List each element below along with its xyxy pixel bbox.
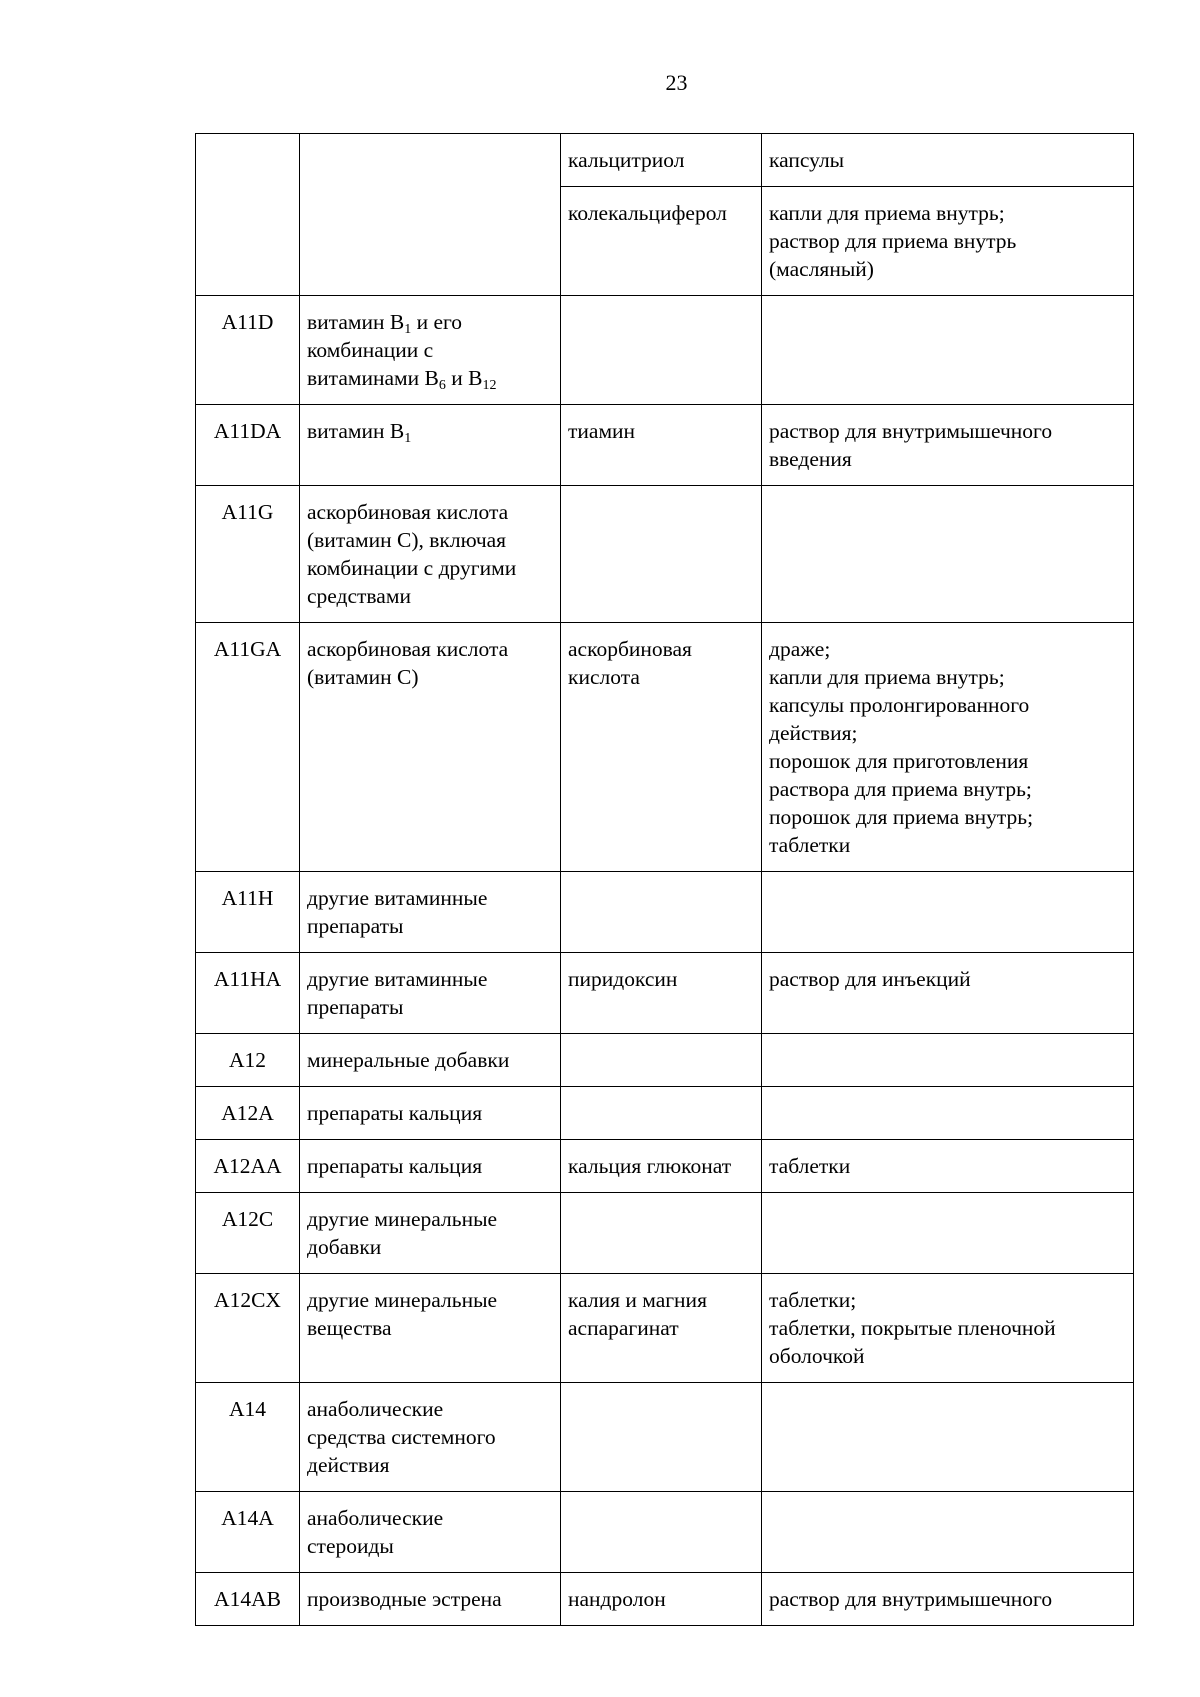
dosage-form: капли для приема внутрь; <box>769 665 1005 689</box>
drug-name: колекальциферол <box>568 201 727 225</box>
group-name-line: (витамин C) <box>307 665 419 689</box>
dosage-form: раствора для приема внутрь; <box>769 777 1032 801</box>
forms-cell <box>762 405 1134 486</box>
drug-name: аспарагинат <box>568 1316 679 1340</box>
subscript: 12 <box>482 378 497 393</box>
drug-cell <box>561 296 762 405</box>
table-row <box>196 1087 1134 1140</box>
atc-code: A11D <box>221 310 274 334</box>
atc-code: A11GA <box>213 637 282 661</box>
table-row <box>196 872 1134 953</box>
dosage-form: раствор для инъекций <box>769 967 971 991</box>
dosage-form: введения <box>769 447 852 471</box>
atc-code-cell <box>196 296 300 405</box>
drug-name: кислота <box>568 665 640 689</box>
group-name-line: комбинации с <box>307 338 434 362</box>
forms-cell <box>762 1087 1134 1140</box>
dosage-form: капли для приема внутрь; <box>769 201 1005 225</box>
group-cell <box>300 296 561 405</box>
group-name-line <box>307 308 553 336</box>
group-name-line: препараты кальция <box>307 1154 483 1178</box>
atc-code: A14AB <box>214 1587 281 1611</box>
table-row <box>196 623 1134 872</box>
medication-table <box>195 133 1134 1626</box>
drug-name: тиамин <box>568 419 636 443</box>
forms-cell <box>762 1193 1134 1274</box>
atc-code-cell <box>196 623 300 872</box>
drug-cell <box>561 134 762 187</box>
dosage-form: таблетки <box>769 1154 851 1178</box>
forms-cell <box>762 623 1134 872</box>
group-cell <box>300 953 561 1034</box>
group-cell <box>300 1492 561 1573</box>
drug-name: калия и магния <box>568 1288 707 1312</box>
group-cell <box>300 1087 561 1140</box>
group-name-line: препараты кальция <box>307 1101 483 1125</box>
atc-code: A11DA <box>213 419 282 443</box>
atc-code: A14A <box>221 1506 274 1530</box>
forms-cell <box>762 1274 1134 1383</box>
group-name-line: вещества <box>307 1316 392 1340</box>
group-text: витамин B <box>307 310 405 334</box>
group-name-line: действия <box>307 1453 390 1477</box>
atc-code-cell <box>196 134 300 296</box>
group-name-line: стероиды <box>307 1534 394 1558</box>
drug-cell <box>561 1140 762 1193</box>
dosage-form: драже; <box>769 637 831 661</box>
group-cell <box>300 405 561 486</box>
table-row <box>196 486 1134 623</box>
dosage-form: раствор для приема внутрь <box>769 229 1017 253</box>
group-cell <box>300 1573 561 1626</box>
table-row <box>196 1492 1134 1573</box>
group-cell <box>300 486 561 623</box>
group-text: и его <box>411 310 463 334</box>
group-text: витамин B <box>307 419 405 443</box>
forms-cell <box>762 1383 1134 1492</box>
group-name-line: другие минеральные <box>307 1207 498 1231</box>
group-name-line: (витамин C), включая <box>307 528 507 552</box>
table-row <box>196 1034 1134 1087</box>
forms-cell <box>762 296 1134 405</box>
forms-cell <box>762 1034 1134 1087</box>
drug-cell <box>561 1492 762 1573</box>
group-text: витаминами B <box>307 366 439 390</box>
group-cell <box>300 1383 561 1492</box>
drug-cell <box>561 405 762 486</box>
drug-name: аскорбиновая <box>568 637 692 661</box>
dosage-form: капсулы пролонгированного <box>769 693 1030 717</box>
dosage-form: (масляный) <box>769 257 874 281</box>
dosage-form: порошок для приема внутрь; <box>769 805 1034 829</box>
drug-cell <box>561 623 762 872</box>
drug-name: пиридоксин <box>568 967 678 991</box>
atc-code: A12 <box>228 1048 267 1072</box>
group-cell <box>300 134 561 296</box>
dosage-form: таблетки; <box>769 1288 857 1312</box>
table-row <box>196 134 1134 187</box>
group-name-line: средства системного <box>307 1425 496 1449</box>
atc-code: A12CX <box>214 1288 281 1312</box>
atc-code: A12AA <box>213 1154 282 1178</box>
atc-code-cell <box>196 1274 300 1383</box>
atc-code-cell <box>196 1034 300 1087</box>
drug-name: нандролон <box>568 1587 666 1611</box>
group-name-line: средствами <box>307 584 411 608</box>
group-name-line: другие витаминные <box>307 967 488 991</box>
group-name-line: препараты <box>307 914 404 938</box>
dosage-form: порошок для приготовления <box>769 749 1029 773</box>
group-name-line: комбинации с другими <box>307 556 517 580</box>
drug-name: кальцитриол <box>568 148 685 172</box>
group-name-line: минеральные добавки <box>307 1048 510 1072</box>
drug-cell <box>561 1034 762 1087</box>
table-row <box>196 1383 1134 1492</box>
dosage-form: раствор для внутримышечного <box>769 419 1053 443</box>
atc-code-cell <box>196 1573 300 1626</box>
forms-cell <box>762 872 1134 953</box>
atc-code-cell <box>196 1193 300 1274</box>
atc-code-cell <box>196 1383 300 1492</box>
group-name-line: анаболические <box>307 1397 444 1421</box>
atc-code: A11HA <box>213 967 282 991</box>
table-row <box>196 1274 1134 1383</box>
drug-name: кальция глюконат <box>568 1154 732 1178</box>
drug-cell <box>561 1087 762 1140</box>
drug-cell <box>561 1383 762 1492</box>
dosage-form: оболочкой <box>769 1344 865 1368</box>
group-name-line: производные эстрена <box>307 1587 502 1611</box>
group-name-line: анаболические <box>307 1506 444 1530</box>
forms-cell <box>762 486 1134 623</box>
page-number: 23 <box>665 70 688 95</box>
atc-code-cell <box>196 1140 300 1193</box>
group-cell <box>300 1034 561 1087</box>
atc-code: A14 <box>228 1397 267 1421</box>
atc-code-cell <box>196 486 300 623</box>
subscript: 6 <box>438 378 446 393</box>
dosage-form: таблетки <box>769 833 851 857</box>
drug-cell <box>561 1274 762 1383</box>
group-name-line: препараты <box>307 995 404 1019</box>
subscript: 1 <box>404 322 412 337</box>
drug-cell <box>561 1573 762 1626</box>
group-cell <box>300 623 561 872</box>
group-name-line: другие минеральные <box>307 1288 498 1312</box>
dosage-form: таблетки, покрытые пленочной <box>769 1316 1056 1340</box>
dosage-form: раствор для внутримышечного <box>769 1587 1053 1611</box>
group-name-line: аскорбиновая кислота <box>307 637 509 661</box>
group-name-line: добавки <box>307 1235 382 1259</box>
group-cell <box>300 1274 561 1383</box>
group-name-line: аскорбиновая кислота <box>307 500 509 524</box>
atc-code-cell <box>196 1492 300 1573</box>
drug-cell <box>561 872 762 953</box>
atc-code-cell <box>196 953 300 1034</box>
group-name-line <box>307 417 553 445</box>
table-row <box>196 296 1134 405</box>
table-row <box>196 953 1134 1034</box>
drug-cell <box>561 953 762 1034</box>
atc-code: A12C <box>221 1207 274 1231</box>
forms-cell <box>762 134 1134 187</box>
forms-cell <box>762 1492 1134 1573</box>
table-row <box>196 405 1134 486</box>
drug-cell <box>561 1193 762 1274</box>
forms-cell <box>762 1140 1134 1193</box>
group-cell <box>300 872 561 953</box>
dosage-form: капсулы <box>769 148 845 172</box>
group-name-line: другие витаминные <box>307 886 488 910</box>
atc-code-cell <box>196 1087 300 1140</box>
group-cell <box>300 1140 561 1193</box>
group-cell <box>300 1193 561 1274</box>
table-row <box>196 1573 1134 1626</box>
drug-cell <box>561 187 762 296</box>
atc-code: A11H <box>221 886 274 910</box>
group-name-line <box>307 364 553 392</box>
forms-cell <box>762 1573 1134 1626</box>
atc-code-cell <box>196 405 300 486</box>
atc-code: A12A <box>221 1101 274 1125</box>
atc-code: A11G <box>221 500 274 524</box>
table-row <box>196 1140 1134 1193</box>
dosage-form: действия; <box>769 721 858 745</box>
table-row <box>196 1193 1134 1274</box>
atc-code-cell <box>196 872 300 953</box>
subscript: 1 <box>404 431 412 446</box>
group-text: и B <box>445 366 483 390</box>
forms-cell <box>762 187 1134 296</box>
drug-cell <box>561 486 762 623</box>
forms-cell <box>762 953 1134 1034</box>
